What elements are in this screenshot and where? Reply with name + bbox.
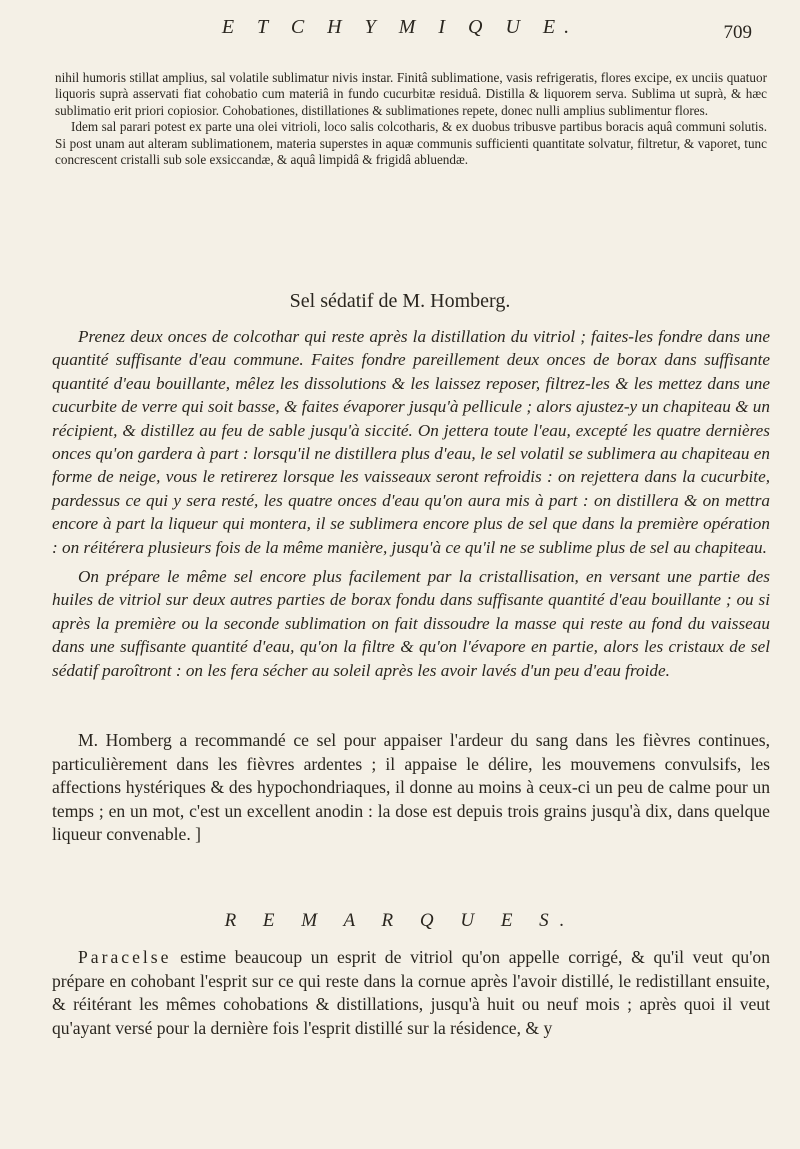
latin-text-block <box>55 70 767 168</box>
running-head <box>0 8 800 48</box>
remarques-heading: R E M A R Q U E S. <box>224 910 576 931</box>
recipe-paragraph: Prenez deux onces de colcothar qui reste après la distillation du vitriol ; faites-les fondre dans une quantité suffisante d'eau commune. Faites fondre pareillement deux onces de borax dans suffisante quantité d'eau bouillante, mêlez les dissolutions & les laissez reposer, filtrez-les & les mettez dans une cucurbite de verre qui soit basse, & faites évaporer jusqu'à pellicule ; alors ajustez-y un chapiteau & un récipient, & distillez au feu de sable jusqu'à siccité. On jettera toute l'eau, excepté les quatre dernières onces qu'on gardera à part : lorsqu'il ne distillera plus d'eau, le sel volatil se sublimera au chapiteau en forme de neige, vous le retirerez lorsque les vaisseaux seront refroidis : on rejettera dans la cucurbite, pardessus ce qui y sera resté, les quatre onces d'eau qu'on aura mis à part : on distillera & on mettra encore à part la liqueur qui montera, il se sublimera encore plus de sel que dans la première opération : on réitérera plusieurs fois de la même manière, jusqu'à ce qu'il ne se sublime plus de sel au chapiteau. <box>52 327 770 557</box>
latin-paragraph: nihil humoris stillat amplius, sal volatile sublimatur nivis instar. Finitâ sublimatione, vasis refrigeratis, flores excipe, ex unciis quatuor liquoris suprà asservati fiat cohobatio cum materiâ in fundo cucurbitæ residuâ. Distilla & liquorem serva. Sublima ut suprà, & hæc sublimatio erit priori copiosior. Cohobationes, distillationes & sublimationes repete, donec nulli amplius sublimentur flores. <box>55 70 767 118</box>
remarques-paragraph <box>52 946 770 1040</box>
remarques-lead-name: Paracelse <box>78 947 172 967</box>
homberg-note-paragraph: M. Homberg a recommandé ce sel pour appaiser l'ardeur du sang dans les fièvres continues, particulièrement dans les fièvres ardentes ; il appaise le délire, les mouvemens convulsifs, les affections hystériques & des hypochondriaques, il donne au moins à ceux-ci un peu de calme pour un temps ; en un mot, c'est un excellent anodin : la dose est depuis trois grains jusqu'à dix, dans quelque liqueur convenable. ] <box>52 730 770 845</box>
running-title: E T C H Y M I Q U E. <box>221 16 579 38</box>
page-number: 709 <box>723 22 752 43</box>
homberg-note-block <box>52 729 770 847</box>
remarques-body: estime beaucoup un esprit de vitriol qu'on appelle corrigé, & qu'il veut qu'on prépare en cohobant l'esprit sur ce qui reste dans la cornue après l'avoir distillé, le redistillant ensuite, & réitérant les mêmes cohobations & distillations, jusqu'à huit ou neuf mois ; après quoi il veut qu'ayant versé pour la dernière fois l'esprit distillé sur la résidence, & y <box>52 947 770 1038</box>
section-heading: Sel sédatif de M. Homberg. <box>289 290 511 312</box>
remarques-text-block <box>52 946 770 1040</box>
recipe-text-block <box>52 325 770 682</box>
recipe-paragraph: On prépare le même sel encore plus facilement par la cristallisation, en versant une partie des huiles de vitriol sur deux autres parties de borax fondu dans suffisante quantité d'eau bouillante ; ou si après la première ou la seconde sublimation on fait dissoudre la masse qui reste au fond du vaisseau dans une suffisante quantité d'eau, qu'on la filtre & qu'on l'évapore en partie, alors les cristaux de sel sédatif paroîtront : on les fera sécher au soleil après les avoir lavés d'un peu d'eau froide. <box>52 567 770 680</box>
latin-paragraph: Idem sal parari potest ex parte una olei vitrioli, loco salis colcotharis, & ex duobus tribusve partibus boracis aquâ communi solutis. Si post unam aut alteram sublimationem, materia superstes in aquæ communis sufficienti quantitate solvatur, filtretur, & vaporet, tunc concrescent cristalli sub sole exsiccandæ, & aquâ limpidâ & frigidâ abluendæ. <box>55 119 767 168</box>
